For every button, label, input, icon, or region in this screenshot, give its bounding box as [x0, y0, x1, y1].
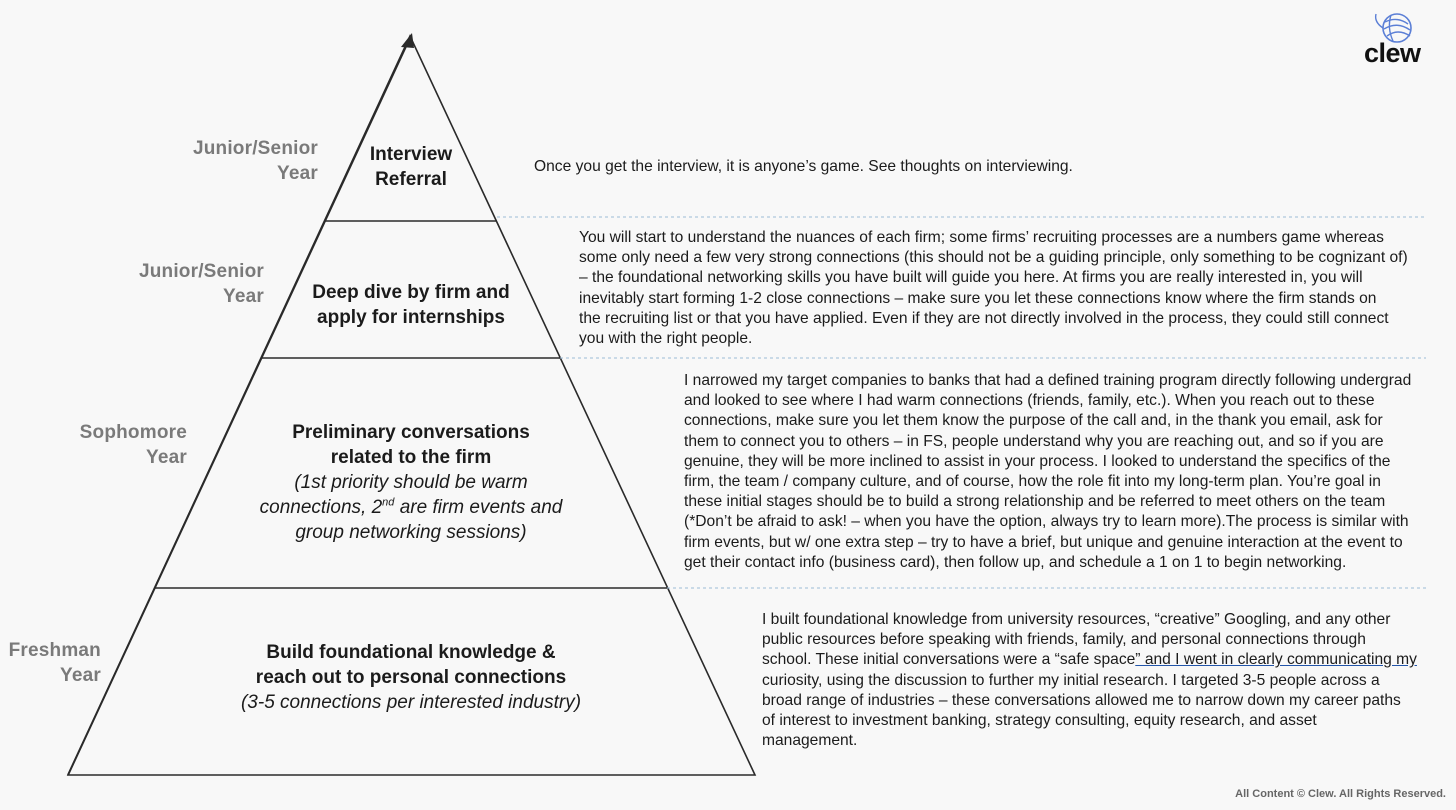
description-third: I narrowed my target companies to banks that had a defined training program directly following undergrad and looked to see where I had warm connections (friends, family, etc.). When you reach out to these connections, make sure you let them know the purpose of the call and, in the thank you email, ask for them to connect you to others – in FS, people understand why you are reaching out, and so if you are genuine, they will be more inclined to assist in your process. I looked to understand the specifics of the firm, the team / company culture, and of course, how the role fit into my long-term plan. You’re goal in these initial stages should be to build a strong relationship and be referred to meet others on the team (*Don’t be afraid to ask! – when you have the option, always try to learn more).The process is similar with firm events, but w/ one extra step – try to have a brief, but unique and genuine interaction at the event to get their contact info (business card), then follow up, and schedule a 1 on 1 to begin networking.	[684, 372, 1412, 571]
year-label-bottom: Freshman Year	[8, 640, 101, 686]
copyright-notice: All Content © Clew. All Rights Reserved.	[1235, 788, 1446, 800]
description-bottom: I built foundational knowledge from university resources, “creative” Googling, and any other public resources before speaking with friends, family, and personal connections through school. These initial conversations were a “safe space” and I went in clearly communicating my curiosity, using the discussion to further my initial research. I targeted 3-5 people across a broad range of industries – these conversations allowed me to narrow down my career paths of interest to investment banking, strategy consulting, equity research, and asset management.	[762, 611, 1417, 750]
tier-bottom-label: Build foundational knowledge & reach out to personal connections (3-5 connections per interested industry)	[240, 642, 582, 713]
year-label-third: Sophomore Year	[79, 422, 187, 468]
arrow-head-icon	[401, 33, 414, 48]
brand-name: clew	[1364, 38, 1421, 68]
tier-top-label: Interview Referral	[369, 144, 453, 190]
year-label-second: Junior/Senior Year	[138, 261, 264, 307]
description-top: Once you get the interview, it is anyone’s game. See thoughts on interviewing.	[534, 158, 1073, 175]
tier-third-label: Preliminary conversations related to the firm (1st priority should be warm connections, 2nd are firm events and group networking sessions)	[259, 422, 563, 543]
year-label-top: Junior/Senior Year	[192, 138, 318, 184]
tier-second-label: Deep dive by firm and apply for internships	[312, 282, 510, 328]
description-second: You will start to understand the nuances of each firm; some firms’ recruiting processes are a numbers game whereas some only need a few very strong connections (this should not be a guiding principle, only something to be cognizant of) – the foundational networking skills you have built will guide you here. At firms you are really interested in, you will inevitably start forming 1-2 close connections – make sure you let these connections know where the firm stands on the recruiting list or that you have applied. Even if they are not directly involved in the process, they could still connect you with the right people.	[579, 229, 1408, 348]
